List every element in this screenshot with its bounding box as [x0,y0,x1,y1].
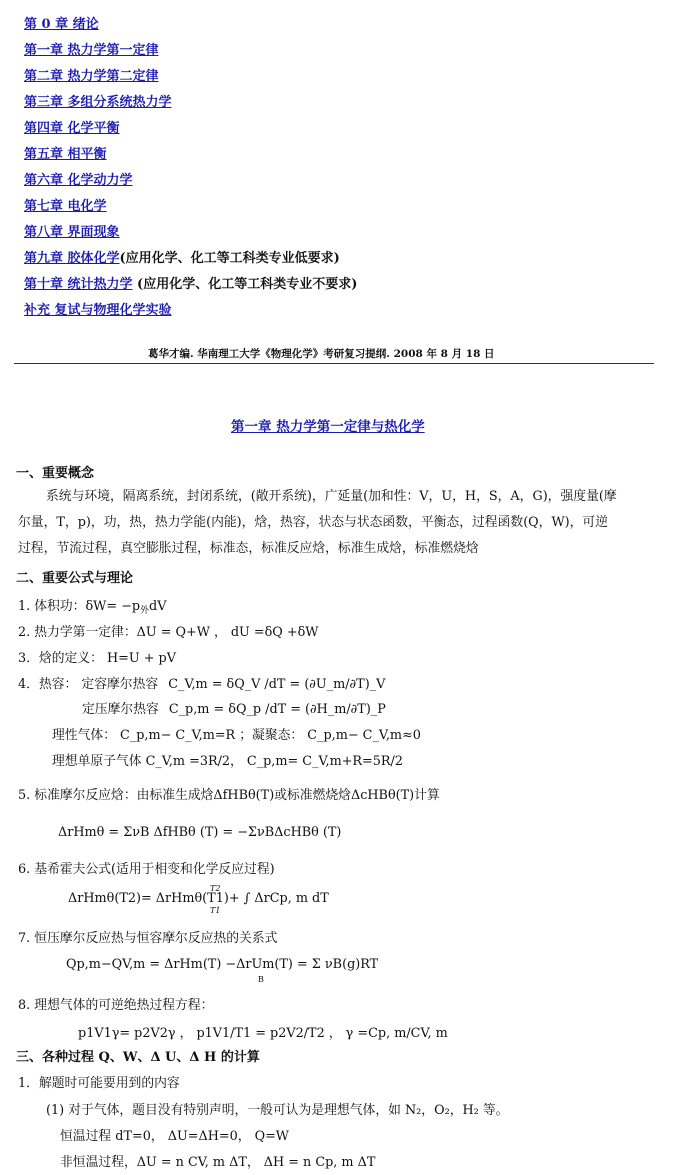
paragraph-line: (1) 对于气体，题目没有特别声明，一般可认为是理想气体，如 N₂，O₂，H₂ 等。 [46,1103,509,1118]
paragraph-line: 尔量，T，p)，功，热，热力学能(内能)，焓，热容，状态与状态函数，平衡态，过程函数(Q，W)，可逆 [18,515,609,530]
section-heading: 一、重要概念 [16,466,95,481]
toc-item[interactable] [24,169,133,188]
paragraph-line: 恒温过程 dT=0， ΔU=ΔH=0， Q=W [60,1129,289,1144]
header-divider [14,363,654,364]
toc-link[interactable]: 第四章 化学平衡 [24,121,120,136]
toc-item[interactable] [24,39,159,58]
formula-item: 理性气体： C_p,m− C_V,m=R ；凝聚态： C_p,m− C_V,m≈0 [52,728,421,743]
equation: ΔrHmθ(T2)= ΔrHmθ(T1)+ ∫ ΔrCp, m dT [68,891,329,906]
toc-item[interactable] [24,247,340,266]
integral-lower-limit: T1 [210,906,221,915]
toc-note: (应用化学、化工等工科类专业低要求) [119,251,340,266]
formula-item: 4．热容： 定容摩尔热容 C_V,m = δQ_V /dT = (∂U_m/∂T)_V [18,677,386,692]
paragraph-line: 非恒温过程，ΔU = n CV, m ΔT， ΔH = n Cp, m ΔT [60,1155,376,1170]
paragraph-line: 过程，节流过程，真空膨胀过程，标准态，标准反应焓，标准生成焓，标准燃烧焓 [18,541,479,556]
formula-item: 1. 体积功：$\delta W= -p_外dV$ [18,599,167,616]
formula-item: 理想单原子气体 C_V,m =3R/2， C_p,m= C_V,m+R=5R/2 [52,754,404,769]
document-header: 葛华才编. 华南理工大学《物理化学》考研复习提纲. 2008 年 8 月 18 日 [148,348,495,360]
paragraph-line: 1．解题时可能要用到的内容 [18,1076,180,1091]
toc-link[interactable]: 第一章 热力学第一定律 [24,43,159,58]
toc-item[interactable] [24,117,120,136]
chapter-title[interactable]: 第一章 热力学第一定律与热化学 [231,419,425,435]
toc-link[interactable]: 补充 复试与物理化学实验 [24,303,172,318]
formula-item: 5. 标准摩尔反应焓：由标准生成焓ΔfHBθ(T)或标准燃烧焓ΔcHBθ(T)计算 [18,788,440,803]
toc-item[interactable] [24,221,120,240]
formula-item: 6. 基希霍夫公式(适用于相变和化学反应过程) [18,862,275,877]
formula-item: 3．焓的定义： H=U + pV [18,651,176,666]
toc-item[interactable] [24,91,172,110]
formula-item: 定压摩尔热容 C_p,m = δQ_p /dT = (∂H_m/∂T)_P [82,702,386,717]
toc-link[interactable]: 第 0 章 绪论 [24,17,99,32]
toc-item[interactable] [24,143,107,162]
formula-item: 7. 恒压摩尔反应热与恒容摩尔反应热的关系式 [18,931,278,946]
sum-index: B [258,975,264,984]
equation: Qp,m−QV,m = ΔrHm(T) −ΔrUm(T) = Σ νB(g)RT [66,957,379,972]
toc-link[interactable]: 第八章 界面现象 [24,225,120,240]
section-heading: 二、重要公式与理论 [16,571,134,586]
toc-link[interactable]: 第七章 电化学 [24,199,107,214]
toc-link[interactable]: 第十章 统计热力学 [24,277,133,292]
toc-link[interactable]: 第五章 相平衡 [24,147,107,162]
toc-item[interactable] [24,299,172,318]
toc-note: (应用化学、化工等工科类专业不要求) [132,277,358,292]
toc-link[interactable]: 第六章 化学动力学 [24,173,133,188]
formula-item: 2. 热力学第一定律：ΔU = Q+W ， dU =δQ +δW [18,625,319,640]
toc-item[interactable] [24,65,159,84]
toc-item[interactable] [24,13,99,32]
toc-item[interactable] [24,195,107,214]
integral-upper-limit: T2 [210,884,221,893]
formula-item: 8. 理想气体的可逆绝热过程方程： [18,998,214,1013]
equation: ΔrHmθ = ΣνB ΔfHBθ (T) = −ΣνBΔcHBθ (T) [58,825,342,840]
toc-link[interactable]: 第九章 胶体化学 [24,251,120,266]
toc-item[interactable] [24,273,357,292]
toc-link[interactable]: 第三章 多组分系统热力学 [24,95,172,110]
section-heading: 三、各种过程 Q、W、Δ U、Δ H 的计算 [16,1050,260,1065]
paragraph-line: 系统与环境，隔离系统，封闭系统，(敞开系统)，广延量(加和性：V，U，H，S，A，G)，强度量(摩 [46,489,617,504]
toc-link[interactable]: 第二章 热力学第二定律 [24,69,159,84]
equation: p1V1γ= p2V2γ ， p1V1/T1 = p2V2/T2 ， γ =Cp, m/CV, m [78,1026,448,1041]
